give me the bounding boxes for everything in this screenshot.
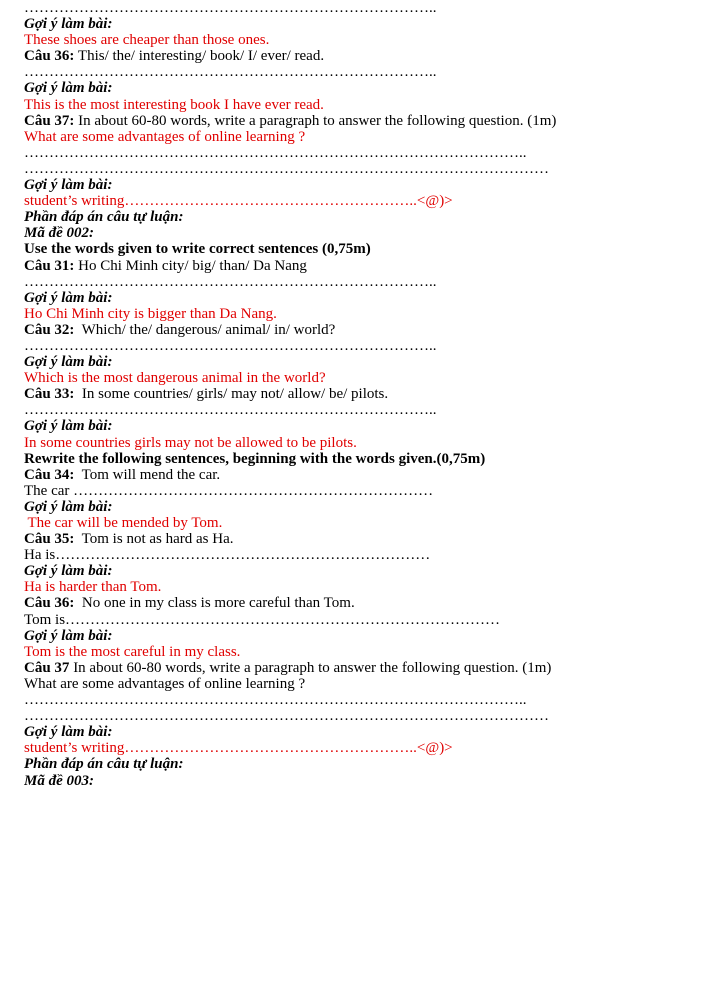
question-text: No one in my class is more careful than Tom. bbox=[74, 595, 355, 612]
answer-text: The car will be mended by Tom. bbox=[24, 515, 223, 531]
section-heading: Gợi ý làm bài: bbox=[24, 177, 113, 194]
section-heading: Gợi ý làm bài: bbox=[24, 563, 113, 580]
answer-blank-line: …………………………………………………………………………………………… bbox=[24, 160, 549, 177]
text-line: What are some advantages of online learning ? bbox=[24, 675, 306, 692]
answer-text: Ha is harder than Tom. bbox=[24, 579, 162, 596]
question-text: Ho Chi Minh city/ big/ than/ Da Nang bbox=[74, 257, 307, 274]
question-line bbox=[24, 660, 694, 676]
section-heading: Gợi ý làm bài: bbox=[24, 418, 113, 435]
question-number: Câu 36: bbox=[24, 48, 75, 65]
question-number: Câu 37: bbox=[24, 112, 75, 129]
answer-text: Tom is the most careful in my class. bbox=[24, 643, 241, 660]
section-heading: Gợi ý làm bài: bbox=[24, 627, 113, 644]
question-number: Câu 33: bbox=[24, 386, 75, 403]
instruction-heading: Rewrite the following sentences, beginning with the words given.(0,75m) bbox=[24, 450, 486, 467]
document-page bbox=[24, 0, 694, 789]
answer-text: student’s writing…………………………………………………..<@)> bbox=[24, 740, 453, 757]
question-line bbox=[24, 595, 694, 611]
question-line bbox=[24, 113, 694, 129]
section-heading: Phần đáp án câu tự luận: bbox=[24, 756, 184, 773]
question-number: Câu 34: bbox=[24, 466, 75, 483]
question-text: In about 60-80 words, write a paragraph to answer the following question. (1m) bbox=[69, 659, 552, 676]
answer-text: Which is the most dangerous animal in the world? bbox=[24, 370, 326, 387]
question-line bbox=[24, 258, 694, 274]
question-text: This/ the/ interesting/ book/ I/ ever/ read. bbox=[74, 48, 325, 65]
answer-blank-line: …………………………………………………………………………………………… bbox=[24, 708, 549, 725]
text-line: Tom is…………………………………………………………………………… bbox=[24, 611, 501, 628]
question-text: In about 60-80 words, write a paragraph to answer the following question. (1m) bbox=[74, 112, 557, 129]
question-number: Câu 36: bbox=[24, 595, 75, 612]
instruction-heading: Use the words given to write correct sentences (0,75m) bbox=[24, 241, 371, 258]
section-heading: Gợi ý làm bài: bbox=[24, 354, 113, 371]
section-heading: Gợi ý làm bài: bbox=[24, 80, 113, 97]
section-heading: Mã đề 002: bbox=[24, 225, 94, 242]
answer-blank-line: ……………………………………………………………………….. bbox=[24, 337, 437, 354]
question-text: Tom is not as hard as Ha. bbox=[74, 531, 234, 548]
answer-blank-line: ……………………………………………………………………….. bbox=[24, 273, 437, 290]
question-line bbox=[24, 531, 694, 547]
question-line bbox=[24, 386, 694, 402]
text-line: The car ……………………………………………………………… bbox=[24, 482, 434, 499]
section-heading: Gợi ý làm bài: bbox=[24, 498, 113, 515]
section-heading: Gợi ý làm bài: bbox=[24, 724, 113, 741]
answer-text: In some countries girls may not be allowed to be pilots. bbox=[24, 434, 357, 451]
question-text: Tom will mend the car. bbox=[74, 466, 221, 483]
section-heading: Mã đề 003: bbox=[24, 772, 94, 789]
question-number: Câu 32: bbox=[24, 321, 75, 338]
answer-blank-line: ……………………………………………………………………………………….. bbox=[24, 692, 527, 709]
answer-blank-line: ……………………………………………………………………….. bbox=[24, 402, 437, 419]
answer-blank-line: ……………………………………………………………………….. bbox=[24, 64, 437, 81]
question-line bbox=[24, 48, 694, 64]
question-line bbox=[24, 322, 694, 338]
answer-blank-line: ……………………………………………………………………….. bbox=[24, 0, 437, 16]
text-line: Ha is………………………………………………………………… bbox=[24, 547, 431, 564]
section-heading: Gợi ý làm bài: bbox=[24, 289, 113, 306]
question-text: In some countries/ girls/ may not/ allow/ be/ pilots. bbox=[74, 386, 389, 403]
question-number: Câu 31: bbox=[24, 257, 75, 274]
answer-text: student’s writing…………………………………………………..<@)> bbox=[24, 193, 453, 210]
answer-text: What are some advantages of online learning ? bbox=[24, 128, 306, 145]
question-text: Which/ the/ dangerous/ animal/ in/ world? bbox=[74, 321, 336, 338]
answer-text: These shoes are cheaper than those ones. bbox=[24, 32, 270, 49]
question-number: Câu 35: bbox=[24, 531, 75, 548]
question-line bbox=[24, 467, 694, 483]
answer-text: This is the most interesting book I have ever read. bbox=[24, 96, 324, 113]
section-heading: Phần đáp án câu tự luận: bbox=[24, 209, 184, 226]
question-number: Câu 37 bbox=[24, 659, 70, 676]
answer-text: Ho Chi Minh city is bigger than Da Nang. bbox=[24, 305, 277, 322]
section-heading: Gợi ý làm bài: bbox=[24, 16, 113, 33]
answer-blank-line: ……………………………………………………………………………………….. bbox=[24, 144, 527, 161]
